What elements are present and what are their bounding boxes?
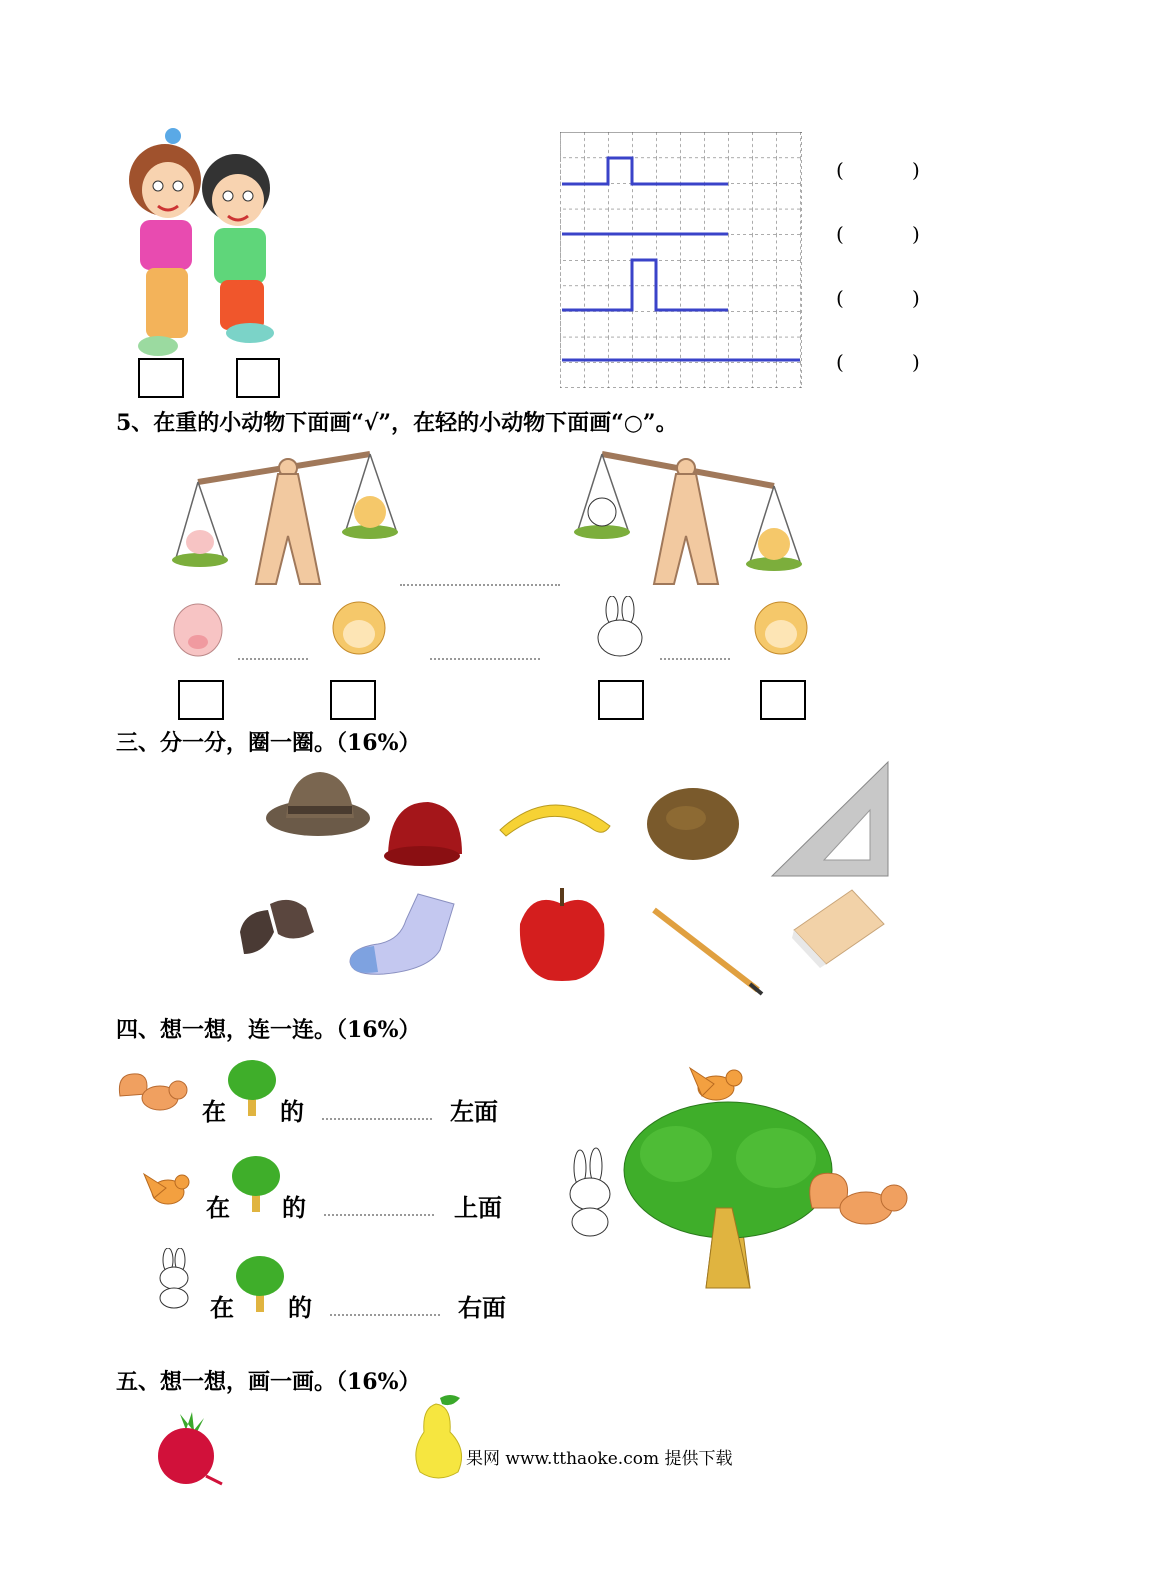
- monkey-icon: [330, 598, 388, 658]
- answer-box-monkey-1[interactable]: [330, 680, 376, 720]
- tree-scene: [556, 1058, 924, 1310]
- dots-divider: [400, 584, 560, 586]
- row3-zai: 在: [210, 1293, 234, 1322]
- q5-instruction: 5、在重的小动物下面画“√”，在轻的小动物下面画“○”。: [116, 410, 678, 436]
- monkey-icon-2: [752, 598, 810, 658]
- row2-direction[interactable]: 上面: [454, 1193, 502, 1222]
- pear-icon: [410, 1392, 468, 1480]
- paren-open-2: (: [836, 222, 844, 246]
- balance-rabbit-monkey: [572, 446, 804, 586]
- dots-2: [430, 658, 540, 660]
- hat-icon: [264, 766, 374, 842]
- rabbit-icon: [592, 596, 648, 660]
- row2-de: 的: [282, 1193, 306, 1222]
- banana-icon: [496, 786, 616, 842]
- paren-close-4: ): [912, 350, 920, 374]
- paren-open-3: (: [836, 286, 844, 310]
- section3-title: 三、分一分，圈一圈。（16%）: [116, 730, 421, 756]
- row3-direction[interactable]: 右面: [458, 1293, 506, 1322]
- footer-text[interactable]: 果网 www.tthaoke.com 提供下载: [466, 1449, 733, 1469]
- triangle-ruler-icon: [770, 760, 890, 878]
- answer-box-rabbit[interactable]: [598, 680, 644, 720]
- kiwi-icon: [646, 786, 740, 862]
- radish-icon: [150, 1410, 226, 1486]
- row1-de: 的: [280, 1097, 304, 1126]
- section4-title: 四、想一想，连一连。（16%）: [116, 1017, 421, 1043]
- row2-dots: [324, 1214, 434, 1216]
- rabbit-icon-2: [152, 1248, 198, 1310]
- dots-3: [660, 658, 730, 660]
- paren-open-4: (: [836, 350, 844, 374]
- squirrel-icon: [116, 1068, 190, 1114]
- pencil-icon: [648, 904, 766, 996]
- paren-close-3: ): [912, 286, 920, 310]
- answer-box-girl[interactable]: [138, 358, 184, 398]
- helmet-icon: [382, 796, 466, 870]
- row1-direction[interactable]: 左面: [450, 1097, 498, 1126]
- dots-1: [238, 658, 308, 660]
- sock-icon: [344, 890, 458, 980]
- children-illustration: [118, 128, 293, 360]
- line-grid: [560, 132, 802, 388]
- row3-de: 的: [288, 1293, 312, 1322]
- pig-icon: [170, 598, 226, 660]
- tree-icon-3: [234, 1254, 286, 1314]
- row3-dots: [330, 1314, 440, 1316]
- apple-icon: [516, 884, 608, 984]
- balance-pig-monkey: [170, 446, 402, 586]
- answer-box-monkey-2[interactable]: [760, 680, 806, 720]
- row2-zai: 在: [206, 1193, 230, 1222]
- row1-zai: 在: [202, 1097, 226, 1126]
- answer-box-pig[interactable]: [178, 680, 224, 720]
- eraser-icon: [790, 884, 888, 970]
- answer-box-boy[interactable]: [236, 358, 280, 398]
- paren-close-2: ): [912, 222, 920, 246]
- tree-icon: [226, 1058, 278, 1118]
- row1-dots: [322, 1118, 432, 1120]
- bird-icon: [140, 1164, 194, 1210]
- section5-title: 五、想一想，画一画。（16%）: [116, 1369, 421, 1395]
- gloves-icon: [234, 892, 318, 960]
- paren-open-1: (: [836, 158, 844, 182]
- paren-close-1: ): [912, 158, 920, 182]
- tree-icon-2: [230, 1154, 282, 1214]
